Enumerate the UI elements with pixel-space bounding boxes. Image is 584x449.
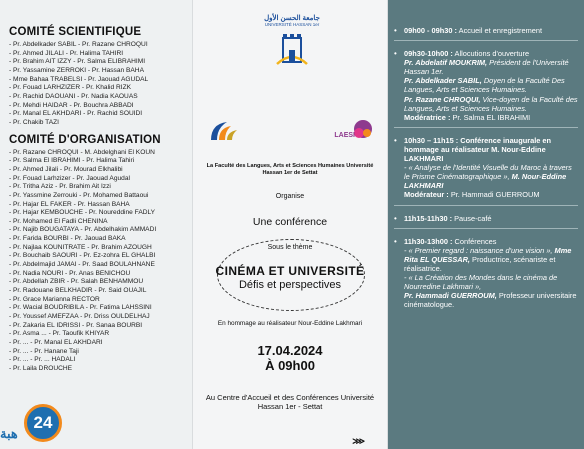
laboratory-logo-icon: [325, 118, 373, 144]
site-watermark-logo: [0, 404, 64, 449]
scientific-committee-title: COMITÉ SCIENTIFIQUE: [9, 26, 142, 38]
scientific-committee-member: - Pr. Rachid DAOUANI - Pr. Nadia KAOUAS: [9, 92, 138, 100]
event-time: À 09h00: [265, 358, 315, 373]
organisation-committee-member: - Pr. Salma El IBRAHIMI - Pr. Halima Tahiri: [9, 157, 135, 165]
event-date: 17.04.2024: [257, 343, 323, 358]
tower-emblem-icon: [275, 30, 309, 66]
faculty-logo-icon: [207, 118, 247, 144]
scientific-committee-member: - Pr. Abdelkader SABIL - Pr. Razane CHROQUI: [9, 41, 148, 48]
organisation-committee-member: - Pr. ... - Pr. ... HADALI: [9, 356, 76, 364]
organisation-committee-member: - Pr. Tritha Aziz - Pr. Brahim Ait Izzi: [9, 183, 111, 191]
scientific-committee-member: - Pr. Ahmed JILALI - Pr. Halima TAHIRI: [9, 49, 124, 57]
organisation-committee-member: - Pr. Najlaa KOUNITRATE - Pr. Brahim AZOUGH: [9, 243, 152, 251]
university-logo: [248, 14, 336, 71]
program-item-opening: • 09h30-10h00 : Allocutions d'ouverture Pr. Abdelatif MOUKRIM, Président de l'Université Hassan 1er. Pr. Abdelkader SABIL, Doyen de la Faculté Des Langues, Arts et Sciences Humaines. Pr. Razane CHROQUI, Vice-doyen de la Faculté des Langues, Arts et Sciences Humaines. Modératrice : Pr. Salma EL IBRAHIMI: [394, 49, 578, 122]
theme-subtitle: Défis et perspectives: [238, 279, 342, 291]
organisation-committee-member: - Pr. Grace Marianna RECTOR: [9, 295, 100, 303]
scientific-committee-list: [9, 41, 186, 128]
organisation-committee-member: - Pr. Razane CHROQUI - M. Abdelghani El KOUN: [9, 148, 155, 156]
organisation-committee-member: - Pr. Fouad Larhzizer - Pr. Jaouad Agudal: [9, 174, 130, 182]
scientific-committee-member: - Pr. Fouad LARHZIZER - Pr. Khalid RIZK: [9, 84, 132, 92]
organise-label: Organise: [275, 193, 305, 200]
university-name-arabic: جامعة الحسن الأول: [264, 15, 320, 22]
scientific-committee-member: - Pr. Manal EL AKHDARI - Pr. Rachid SOUIDI: [9, 110, 143, 118]
scientific-committee-member: - Pr. Chakib TAZI: [9, 118, 59, 126]
organisation-committee-member: - Pr. Abdellah ZBIR - Pr. Salah BENHAMMOU: [9, 278, 144, 286]
program-item-welcome: • 09h00 - 09h30 : Accueil et enregistrement: [394, 26, 543, 35]
theme-label: Sous le thème: [267, 244, 313, 251]
organisation-committee-title: COMITÉ D'ORGANISATION: [9, 133, 161, 146]
organisation-committee-member: - Pr. Asma ... - Pr. Taoufik KHIYAR: [9, 330, 110, 338]
organisation-committee-member: - Pr. Zakaria EL IDRISSI - Pr. Sanaa BOURBI: [9, 321, 143, 329]
partner-logos: [207, 118, 373, 144]
organisation-committee-member: - Pr. Hajar KEMBOUCHE - Pr. Noureddine FADLY: [9, 209, 156, 217]
organisation-committee-member: - Pr. Youssef AMEFZAA - Pr. Driss OULDELHAJ: [9, 313, 150, 321]
event-venue: Au Centre d'Accueil et des Conférences Université Hassan 1er - Settat: [205, 393, 375, 411]
program-item-break: • 11h15-11h30 : Pause-café: [394, 213, 492, 223]
organiser-faculty: La Faculté des Langues, Arts et Sciences Humaines Université Hassan 1er de Settat: [206, 163, 374, 176]
organisation-committee-member: - Pr. Radouane BELKHADIR - Pr. Said OUAJIL: [9, 287, 147, 295]
university-name-french: UNIVERSITÉ HASSAN 1er: [264, 22, 320, 27]
organisation-committee-member: - Pr. Najib BOUGATAYA - Pr. Abdelhakim AMMADI: [9, 226, 157, 234]
scientific-committee-member: - Pr. Brahim AIT IZZY - Pr. Salma ELIBRAHIMI: [9, 58, 146, 66]
organisation-committee-member: - Pr. Yassmine Zerrouki - Pr. Mohamed Battaoui: [9, 191, 149, 199]
organisation-committee-member: - Pr. Ahmed Jilali - Pr. Mourad Elkhalibi: [9, 165, 123, 173]
scientific-committee-member: - Pr. Mehdi HAIDAR - Pr. Bouchra ABBADI: [9, 101, 134, 109]
program-item-keynote: • 10h30 – 11h15 : Conférence inaugurale en hommage au réalisateur M. Nour-Eddine LAKHMARI - « Analyse de l'Identité Visuelle du Maroc à travers le Prisme Cinématographique », M. Nour-Eddine LAKHMARI Modérateur : Pr. Hammadi GUERROUM: [394, 135, 572, 200]
organisation-committee-member: - Pr. Laila DROUCHE: [9, 364, 73, 372]
laboratory-logo-text: LAESI: [334, 132, 355, 139]
organisation-committee-member: - Pr. Abdelmajid JAMAI - Pr. Saad BOULAHNANE: [9, 261, 155, 269]
next-arrows-icon: ⋙: [352, 436, 365, 446]
theme-title: CINÉMA ET UNIVERSITÉ: [215, 264, 365, 278]
organisation-committee-member: - Pr. Bouchaib SAOURI - Pr. Ez-zohra EL GHALBI: [9, 252, 156, 260]
organisation-committee-member: - Pr. Nadia NOURI - Pr. Anas BENICHOU: [9, 269, 131, 277]
tribute-line: En hommage au réalisateur Nour-Eddine Lakhmari: [217, 320, 363, 327]
committees-panel: [0, 0, 192, 449]
organisation-committee-member: - Pr. Wacial BOUDRIBILA - Pr. Fatima LAHSSINI: [9, 304, 152, 312]
organisation-committee-member: - Pr. ... - Pr. Hanane Taji: [9, 347, 79, 355]
organisation-committee-list: [9, 149, 186, 374]
program-panel: [388, 0, 584, 449]
organisation-committee-member: - Pr. Mohamed El Fadli CHENINA: [9, 217, 108, 225]
organisation-committee-member: - Pr. ... - Pr. Manal EL AKHDARI: [9, 339, 103, 346]
program-item-conferences: • 11h30-13h00 : Conférences - « Premier regard : naissance d'une vision », Mme Rita EL QUESSAR, Productrice, scénariste et réalisatrice. - « La Création des Mondes dans le cinéma de Nourredine Lakhmari », Pr. Hammadi GUERROUM, Professeur universitaire cinématologue.: [394, 236, 577, 310]
conference-label: Une conférence: [252, 216, 328, 228]
organisation-committee-member: - Pr. Farida BOURBI - Pr. Jaouad BAKA: [9, 235, 126, 243]
scientific-committee-member: - Mme Bahaa TRABELSI - Pr. Jaouad AGUDAL: [9, 75, 149, 83]
poster-center-panel: [192, 0, 388, 449]
organisation-committee-member: - Pr. Hajar EL FAKER - Pr. Hassan BAHA: [9, 200, 130, 208]
watermark-word: هبة: [0, 426, 18, 441]
scientific-committee-member: - Pr. Yassamine ZERROKI - Pr. Hassan BAHA: [9, 66, 144, 74]
watermark-badge: 24: [24, 404, 62, 442]
